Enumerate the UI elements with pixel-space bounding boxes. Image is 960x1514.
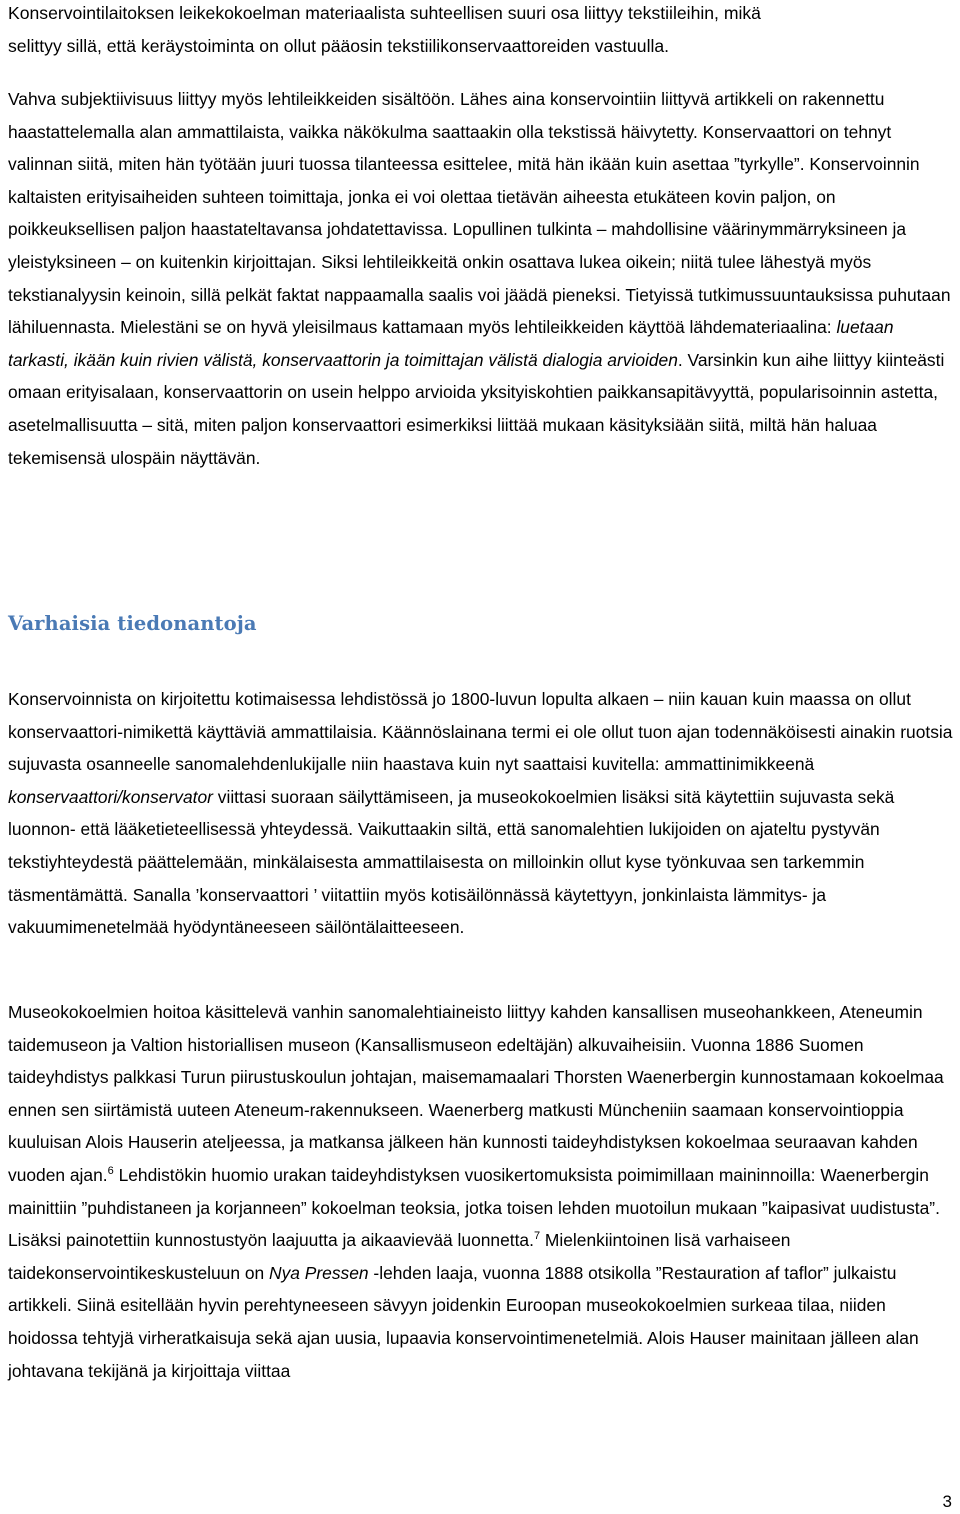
p4-text-1: Museokokoelmien hoitoa käsittelevä vanhin sanomalehtiaineisto liittyy kahden kansallisen museohankkeen, Ateneumin taidemuseon ja Valtion historiallisen museon (Kansallismuseon edeltäjän) alkuvaiheisiin. Vuonna 1886 Suomen taideyhdistys palkkasi Turun piirustuskoulun johtajan, maisemamaalari Thorsten Waenerbergin kunnostamaan kokoelmaa ennen sen siirtämistä uuteen Ateneum-rakennukseen. Waenerberg matkusti Müncheniin saamaan konservointioppia kuuluisan Alois Hauserin ateljeessa, ja matkansa jälkeen hän kunnosti taideyhdistyksen kokoelmaa seuraavan kahden vuoden ajan.	[8, 1002, 944, 1185]
p3-text-1: Konservoinnista on kirjoitettu kotimaisessa lehdistössä jo 1800-luvun lopulta alkaen – niin kauan kuin maassa on ollut konservaattori-nimikettä käyttäviä ammattilaisia. Käännöslainana termi ei ole ollut tuon ajan todennäköisesti ainakin ruotsia sujuvasta osanneelle sanomalehdenlukijalle niin haastava kuin nyt saattaisi kuvitella: ammattinimikkeenä	[8, 689, 953, 775]
p4-text-2: Lehdistökin huomio urakan taideyhdistyksen vuosikertomuksista poimimillaan maininnoilla: Waenerbergin mainittiin ”puhdistaneen ja korjanneen” kokoelman teoksia, jotka toisen lehden muotoilun mukaan ”kaipasivat uudistusta”. Lisäksi painotettiin kunnostustyön laajuutta ja aikaavievää luonnetta.	[8, 1164, 940, 1251]
p3-text-2: viittasi suoraan säilyttämiseen, ja museokokoelmien lisäksi sitä käytettiin sujuvasta sekä luonnon- että lääketieteellisessä yhteydessä. Vaikuttaakin siltä, että sanomalehtien lukijoiden on ajateltu pystyvän tekstiyhteydestä päättelemään, minkälaisesta ammattilaisesta on milloinkin ollut kyse työnkuvaa sen tarkemmin täsmentämättä. Sanalla ’konservaattori ’ viitattiin myös kotisäilönnässä käytettyyn, jonkinlaista lämmitys- ja vakuumimenetelmää hyödyntäneeseen säilöntälaitteeseen.	[8, 786, 895, 938]
p4-text-4: -lehden laaja, vuonna 1888 otsikolla ”Restauration af taflor” julkaistu artikkeli. Siinä esitellään hyvin perehtyneeseen sävyyn joidenkin Euroopan museokokoelmien surkeaa tilaa, niiden hoidossa tehtyjä virheratkaisuja sekä ajan uusia, lupaavia konservointimenetelmiä. Alois Hauser mainitaan jälleen alan johtavana tekijänä ja kirjoittaja viittaa	[8, 1262, 919, 1381]
footnote-ref-7[interactable]: 7	[533, 1230, 541, 1243]
p4-italic-newspaper: Nya Pressen	[269, 1262, 369, 1283]
section-heading: Varhaisia tiedonantoja	[8, 612, 257, 635]
p2-text-3: . Varsinkin kun aihe liittyy kiinteästi omaan erityisalaan, konservaattorin on usein helppo arvioida yksityiskohtien paikkansapitävyyttä, popularisoinnin astetta, asetelmallisuutta – sitä, miten paljon konservaattori esimerkiksi liittää mukaan käsityksiään siitä, miltä hän haluaa tekemisensä ulospäin näyttävän.	[8, 349, 945, 468]
p3-italic-term: konservaattori/konservator	[8, 786, 213, 807]
paragraph-early-reports	[8, 683, 954, 944]
p1-line1: Konservointilaitoksen leikekokoelman materiaalista suhteellisen suuri osa liittyy tekstiileihin, mikä	[8, 3, 761, 23]
p4-text-3: Mielenkiintoinen lisä varhaiseen taidekonservointikeskusteluun on	[8, 1230, 791, 1283]
p1-line2: selittyy sillä, että keräystoiminta on ollut pääosin tekstiilikonservaattoreiden vastuulla.	[8, 35, 670, 56]
paragraph-textile-clippings	[8, 0, 954, 62]
p2-text-2: Konservoinnin kaltaisten erityisaiheiden suhteen toimittaja, jonka ei voi olettaa tietävän aiheesta etukäteen kovin paljon, on poikkeuksellisen paljon haastateltavansa johdatettavissa. Lopullinen tulkinta – mahdollisine väärinymmärryksineen ja yleistyksineen – on kuitenkin kirjoittajan. Siksi lehtileikkeitä onkin osattava lukea oikein; niitä tulee lähestyä myös tekstianalyysin keinoin, sillä pelkät faktat nappaamalla saalis voi jäädä pieneksi. Tietyissä tutkimussuuntauksissa puhutaan lähiluennasta. Mielestäni se on hyvä yleisilmaus kattamaan myös lehtileikkeiden käyttöä lähdemateriaalina:	[8, 154, 951, 338]
p2-text-1: Vahva subjektiivisuus liittyy myös lehtileikkeiden sisältöön. Lähes aina konservointiin liittyvä artikkeli on rakennettu haastattelemalla alan ammattilaista, vaikka näkökulma saattaakin olla tekstissä häivytetty. Konservaattori on tehnyt valinnan siitä, miten hän työtään juuri tuossa tilanteessa esittelee, mitä hän ikään kuin asettaa ”tyrkylle”.	[8, 89, 892, 175]
page-number: 3	[942, 1492, 952, 1511]
paragraph-subjectivity	[8, 83, 954, 474]
footnote-ref-6[interactable]: 6	[107, 1165, 114, 1178]
paragraph-museum-collections	[8, 996, 954, 1387]
p2-italic-quote: luetaan tarkasti, ikään kuin rivien välistä, konservaattorin ja toimittajan välistä dialogia arvioiden	[8, 317, 894, 370]
